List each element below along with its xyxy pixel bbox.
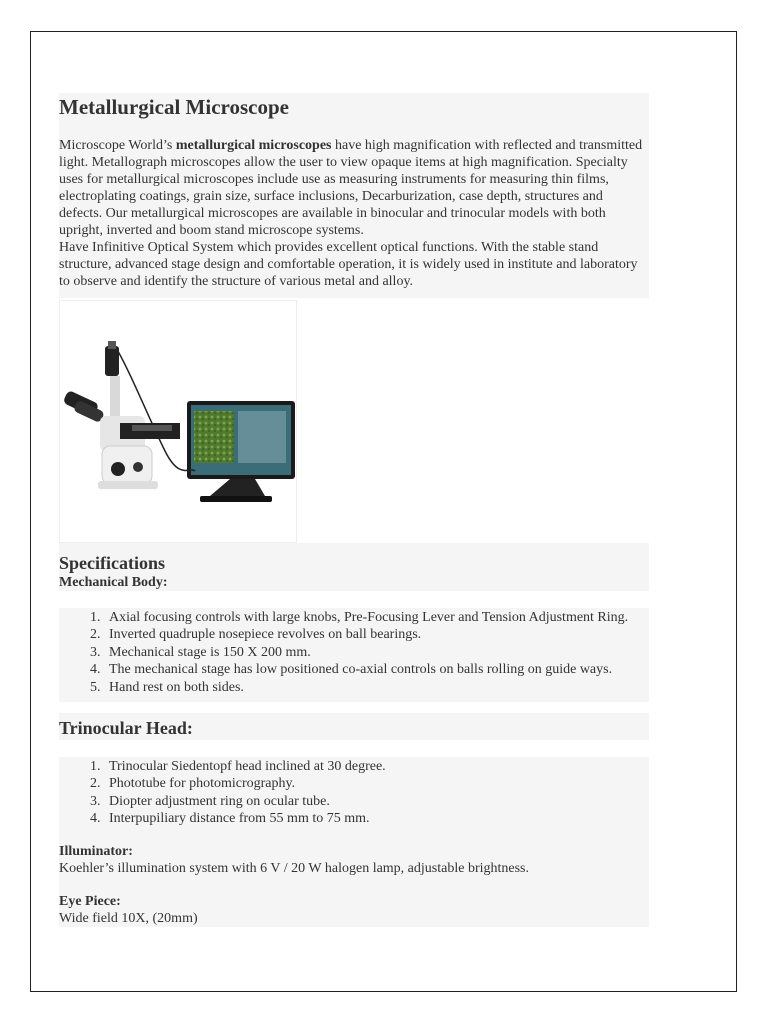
eyepiece-text: Wide field 10X, (20mm) — [59, 911, 198, 926]
list-item: 1. Trinocular Siedentopf head inclined at 30 degree. — [104, 758, 649, 775]
eyepiece-heading: Eye Piece: — [59, 894, 121, 909]
illuminator-heading: Illuminator: — [59, 844, 133, 859]
list-item: 4. Interpupiliary distance from 55 mm to 75 mm. — [104, 810, 649, 827]
specifications-heading: Specifications — [59, 553, 165, 573]
illuminator-section — [59, 843, 649, 877]
intro-paragraph-1 — [59, 137, 649, 239]
illuminator-text: Koehler’s illumination system with 6 V / 20 W halogen lamp, adjustable brightness. — [59, 861, 529, 876]
intro-p1-prefix: Microscope World’s — [59, 138, 176, 153]
microscope-illustration — [60, 301, 296, 542]
monitor-icon — [187, 401, 295, 502]
figure-side-space — [328, 298, 649, 518]
trinocular-head-heading: Trinocular Head: — [59, 718, 193, 738]
list-item: 4. The mechanical stage has low positioned co-axial controls on balls rolling on guide ways. — [104, 661, 649, 678]
trinocular-head-list — [59, 758, 649, 828]
intro-paragraph-2: Have Infinitive Optical System which provides excellent optical functions. With the stable stand structure, advanced stage design and comfortable operation, it is widely used in institute and laboratory to observe and identify the structure of various metal and alloy. — [59, 240, 638, 289]
intro-text — [59, 137, 649, 290]
mechanical-body-heading: Mechanical Body: — [59, 575, 168, 590]
intro-p1-bold: metallurgical microscopes — [175, 138, 332, 153]
microscope-icon — [63, 341, 180, 489]
intro-p1-suffix: have high magnification with reflected and transmitted light. Metallograph microscopes allow the user to view opaque items at high magnification. Specialty uses for metallurgical microscopes include use as measuring instruments for measuring thin films, electroplating coatings, grain size, surface inclusions, Decarburization, case depth, structures and defects. Our metallurgical microscopes are available in binocular and trinocular models with both upright, inverted and boom stand microscope systems. — [59, 138, 643, 238]
page-title: Metallurgical Microscope — [59, 95, 289, 119]
mechanical-body-list — [59, 609, 649, 696]
list-item: 3. Mechanical stage is 150 X 200 mm. — [104, 644, 649, 661]
list-item: 2. Phototube for photomicrography. — [104, 775, 649, 792]
product-image — [59, 300, 297, 543]
list-item: 1. Axial focusing controls with large knobs, Pre-Focusing Lever and Tension Adjustment Ring. — [104, 609, 649, 626]
eyepiece-section — [59, 893, 649, 927]
list-item: 3. Diopter adjustment ring on ocular tube. — [104, 793, 649, 810]
list-item: 2. Inverted quadruple nosepiece revolves on ball bearings. — [104, 626, 649, 643]
list-item: 5. Hand rest on both sides. — [104, 679, 649, 696]
